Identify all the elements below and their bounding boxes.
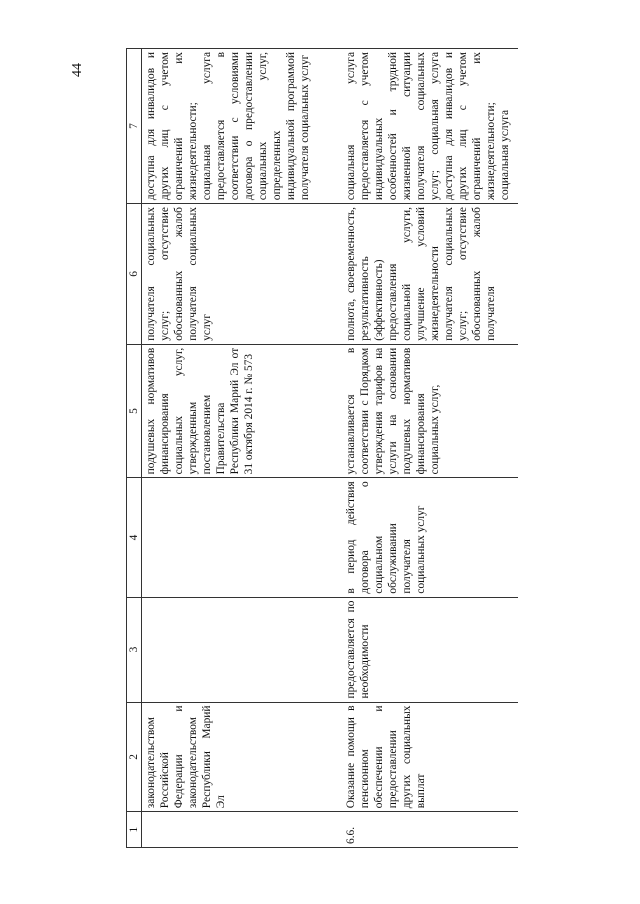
quality-indicators: полнота, своевременность, результативность (эффективность) предоставления социальной услуги, улучшение условий жизнедеятельности получателя социальных услуг; отсутствие обоснованных жалоб получателя — [342, 204, 518, 345]
row-number — [142, 812, 343, 848]
column-header: 3 — [127, 597, 142, 702]
column-header: 2 — [127, 702, 142, 812]
service-volume — [142, 597, 343, 702]
quality-indicators: получателя социальных услуг; отсутствие обоснованных жалоб получателя социальных услуг — [142, 204, 343, 345]
column-header: 4 — [127, 478, 142, 597]
service-name: законодательством Российской Федерации и законодательством Республики Марий Эл — [142, 702, 343, 812]
page-number: 44 — [70, 63, 85, 77]
service-name: Оказание помощи в пенсионном обеспечении и предоставлении других социальных выплат — [342, 702, 518, 812]
service-term: в период действия договора о социальном обслуживании получателя социальных услуг — [342, 478, 518, 597]
services-table — [126, 48, 518, 848]
table-row — [342, 49, 518, 848]
service-term — [142, 478, 343, 597]
column-header: 5 — [127, 344, 142, 478]
service-conditions: доступна для инвалидов и других лиц с учетом ограничений их жизнедеятельности; социальная услуга предоставляется в соответствии с условиями договора о предоставлении социальных услуг, определенных индивидуальной программой получателя социальных услуг — [142, 49, 343, 204]
service-volume: предоставляется по необходимости — [342, 597, 518, 702]
header-row — [127, 49, 142, 848]
column-header: 6 — [127, 204, 142, 345]
column-header: 1 — [127, 812, 142, 848]
service-tariff: устанавливается в соответствии с Порядком утверждения тарифов на услуги на основании подушевых нормативов финансирования социальных услуг, — [342, 344, 518, 478]
service-tariff: подушевых нормативов финансирования социальных услуг, утвержденным постановлением Правительства Республики Марий Эл от 31 октября 2014 г. № 573 — [142, 344, 343, 478]
table-container — [126, 48, 524, 848]
row-number: 6.6. — [342, 812, 518, 848]
service-conditions: социальная услуга предоставляется с учетом индивидуальных особенностей и трудной жизненной ситуации получателя социальных услуг; социальная услуга доступна для инвалидов и других лиц с учетом ограничений их жизнедеятельности; социальная услуга — [342, 49, 518, 204]
column-header: 7 — [127, 49, 142, 204]
table-row — [142, 49, 343, 848]
